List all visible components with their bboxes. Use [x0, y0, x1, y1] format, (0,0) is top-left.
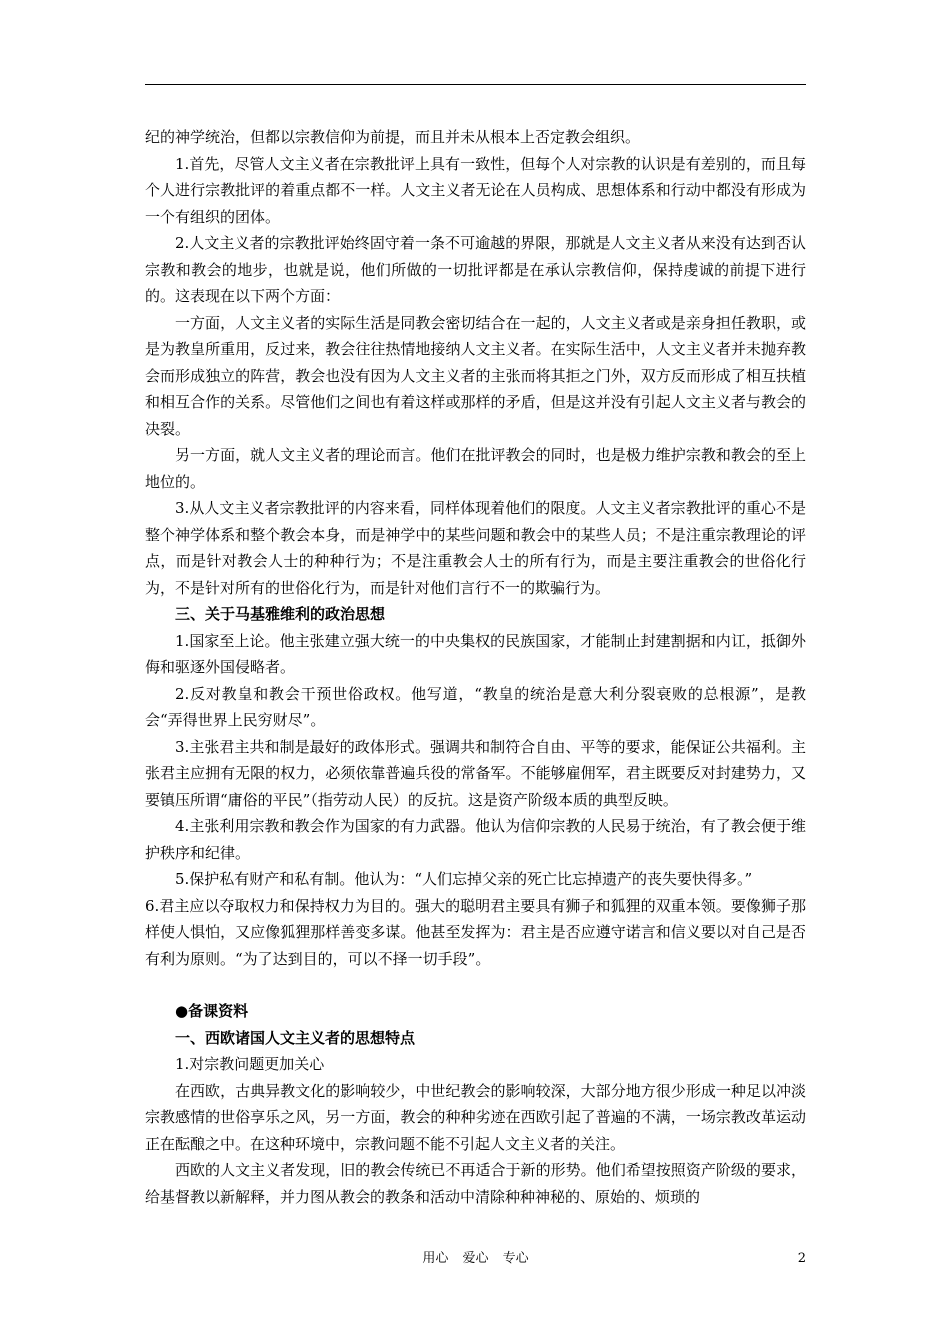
document-body: [145, 124, 806, 1210]
paragraph: 5.保护私有财产和私有制。他认为：“人们忘掉父亲的死亡比忘掉遗产的丧失要快得多。”: [175, 870, 753, 888]
section-heading: 三、关于马基雅维利的政治思想: [175, 605, 386, 623]
paragraph: 3.从人文主义者宗教批评的内容来看，同样体现着他们的限度。人文主义者宗教批评的重心不是整个神学体系和整个教会本身，而是神学中的某些问题和教会中的某些人员；不是注重宗教理论的评点，而是针对教会人士的种种行为；不是注重教会人士的所有行为，而是主要注重教会的世俗化行为，不是针对所有的世俗化行为，而是针对他们言行不一的欺骗行为。: [145, 499, 806, 597]
paragraph: 2.人文主义者的宗教批评始终固守着一条不可逾越的界限，那就是人文主义者从来没有达到否认宗教和教会的地步，也就是说，他们所做的一切批评都是在承认宗教信仰，保持虔诚的前提下进行的。这表现在以下两个方面：: [145, 234, 806, 305]
paragraph: 西欧的人文主义者发现，旧的教会传统已不再适合于新的形势。他们希望按照资产阶级的要求，给基督教以新解释，并力图从教会的教条和活动中清除种种神秘的、原始的、烦琐的: [145, 1161, 806, 1206]
paragraph: 1.国家至上论。他主张建立强大统一的中央集权的民族国家，才能制止封建割据和内讧，抵御外侮和驱逐外国侵略者。: [145, 631, 806, 676]
paragraph: 一方面，人文主义者的实际生活是同教会密切结合在一起的，人文主义者或是亲身担任教职，或是为教皇所重用，反过来，教会往往热情地接纳人文主义者。在实际生活中，人文主义者并未抛弃教会而形成独立的阵营，教会也没有因为人文主义者的主张而将其拒之门外，双方反而形成了相互扶植和相互合作的关系。尽管他们之间也有着这样或那样的矛盾，但是这并没有引起人文主义者与教会的决裂。: [145, 313, 806, 438]
paragraph: 3.主张君主共和制是最好的政体形式。强调共和制符合自由、平等的要求，能保证公共福利。主张君主应拥有无限的权力，必须依靠普遍兵役的常备军。不能够雇佣军，君主既要反对封建势力，又要镇压所谓“庸俗的平民”（指劳动人民）的反抗。这是资产阶级本质的典型反映。: [145, 737, 806, 809]
paragraph: 1.首先，尽管人文主义者在宗教批评上具有一致性，但每个人对宗教的认识是有差别的，而且每个人进行宗教批评的着重点都不一样。人文主义者无论在人员构成、思想体系和行动中都没有形成为一个有组织的团体。: [145, 154, 806, 226]
paragraph: 另一方面，就人文主义者的理论而言。他们在批评教会的同时，也是极力维护宗教和教会的至上地位的。: [145, 446, 806, 491]
paragraph: 4.主张利用宗教和教会作为国家的有力武器。他认为信仰宗教的人民易于统治，有了教会便于维护秩序和纪律。: [145, 817, 806, 862]
paragraph: 6.君主应以夺取权力和保持权力为目的。强大的聪明君主要具有狮子和狐狸的双重本领。要像狮子那样使人惧怕，又应像狐狸那样善变多谋。他甚至发挥为：君主是否应遵守诺言和信义要以对自己是否有利为原则。“为了达到目的，可以不择一切手段”。: [145, 896, 806, 968]
section-heading: 一、西欧诸国人文主义者的思想特点: [175, 1028, 416, 1047]
paragraph: 在西欧，古典异教文化的影响较少，中世纪教会的影响较深，大部分地方很少形成一种足以冲淡宗教感情的世俗享乐之风，另一方面，教会的种种劣迹在西欧引起了普遍的不满，一场宗教改革运动正在酝酿之中。在这种环境中，宗教问题不能不引起人文主义者的关注。: [145, 1081, 806, 1153]
paragraph: 2.反对教皇和教会干预世俗政权。他写道，“教皇的统治是意大利分裂衰败的总根源”，是教会“弄得世界上民穷财尽”。: [145, 684, 806, 729]
paragraph-spacer: [145, 972, 806, 998]
footer-motto: 用心 爱心 专心: [422, 1251, 529, 1266]
section-heading: ●备课资料: [175, 1002, 249, 1020]
header-rule: [145, 84, 806, 85]
paragraph: 1.对宗教问题更加关心: [175, 1055, 325, 1073]
page-number: 2: [797, 1251, 806, 1266]
paragraph: 纪的神学统治，但都以宗教信仰为前提，而且并未从根本上否定教会组织。: [145, 128, 641, 146]
